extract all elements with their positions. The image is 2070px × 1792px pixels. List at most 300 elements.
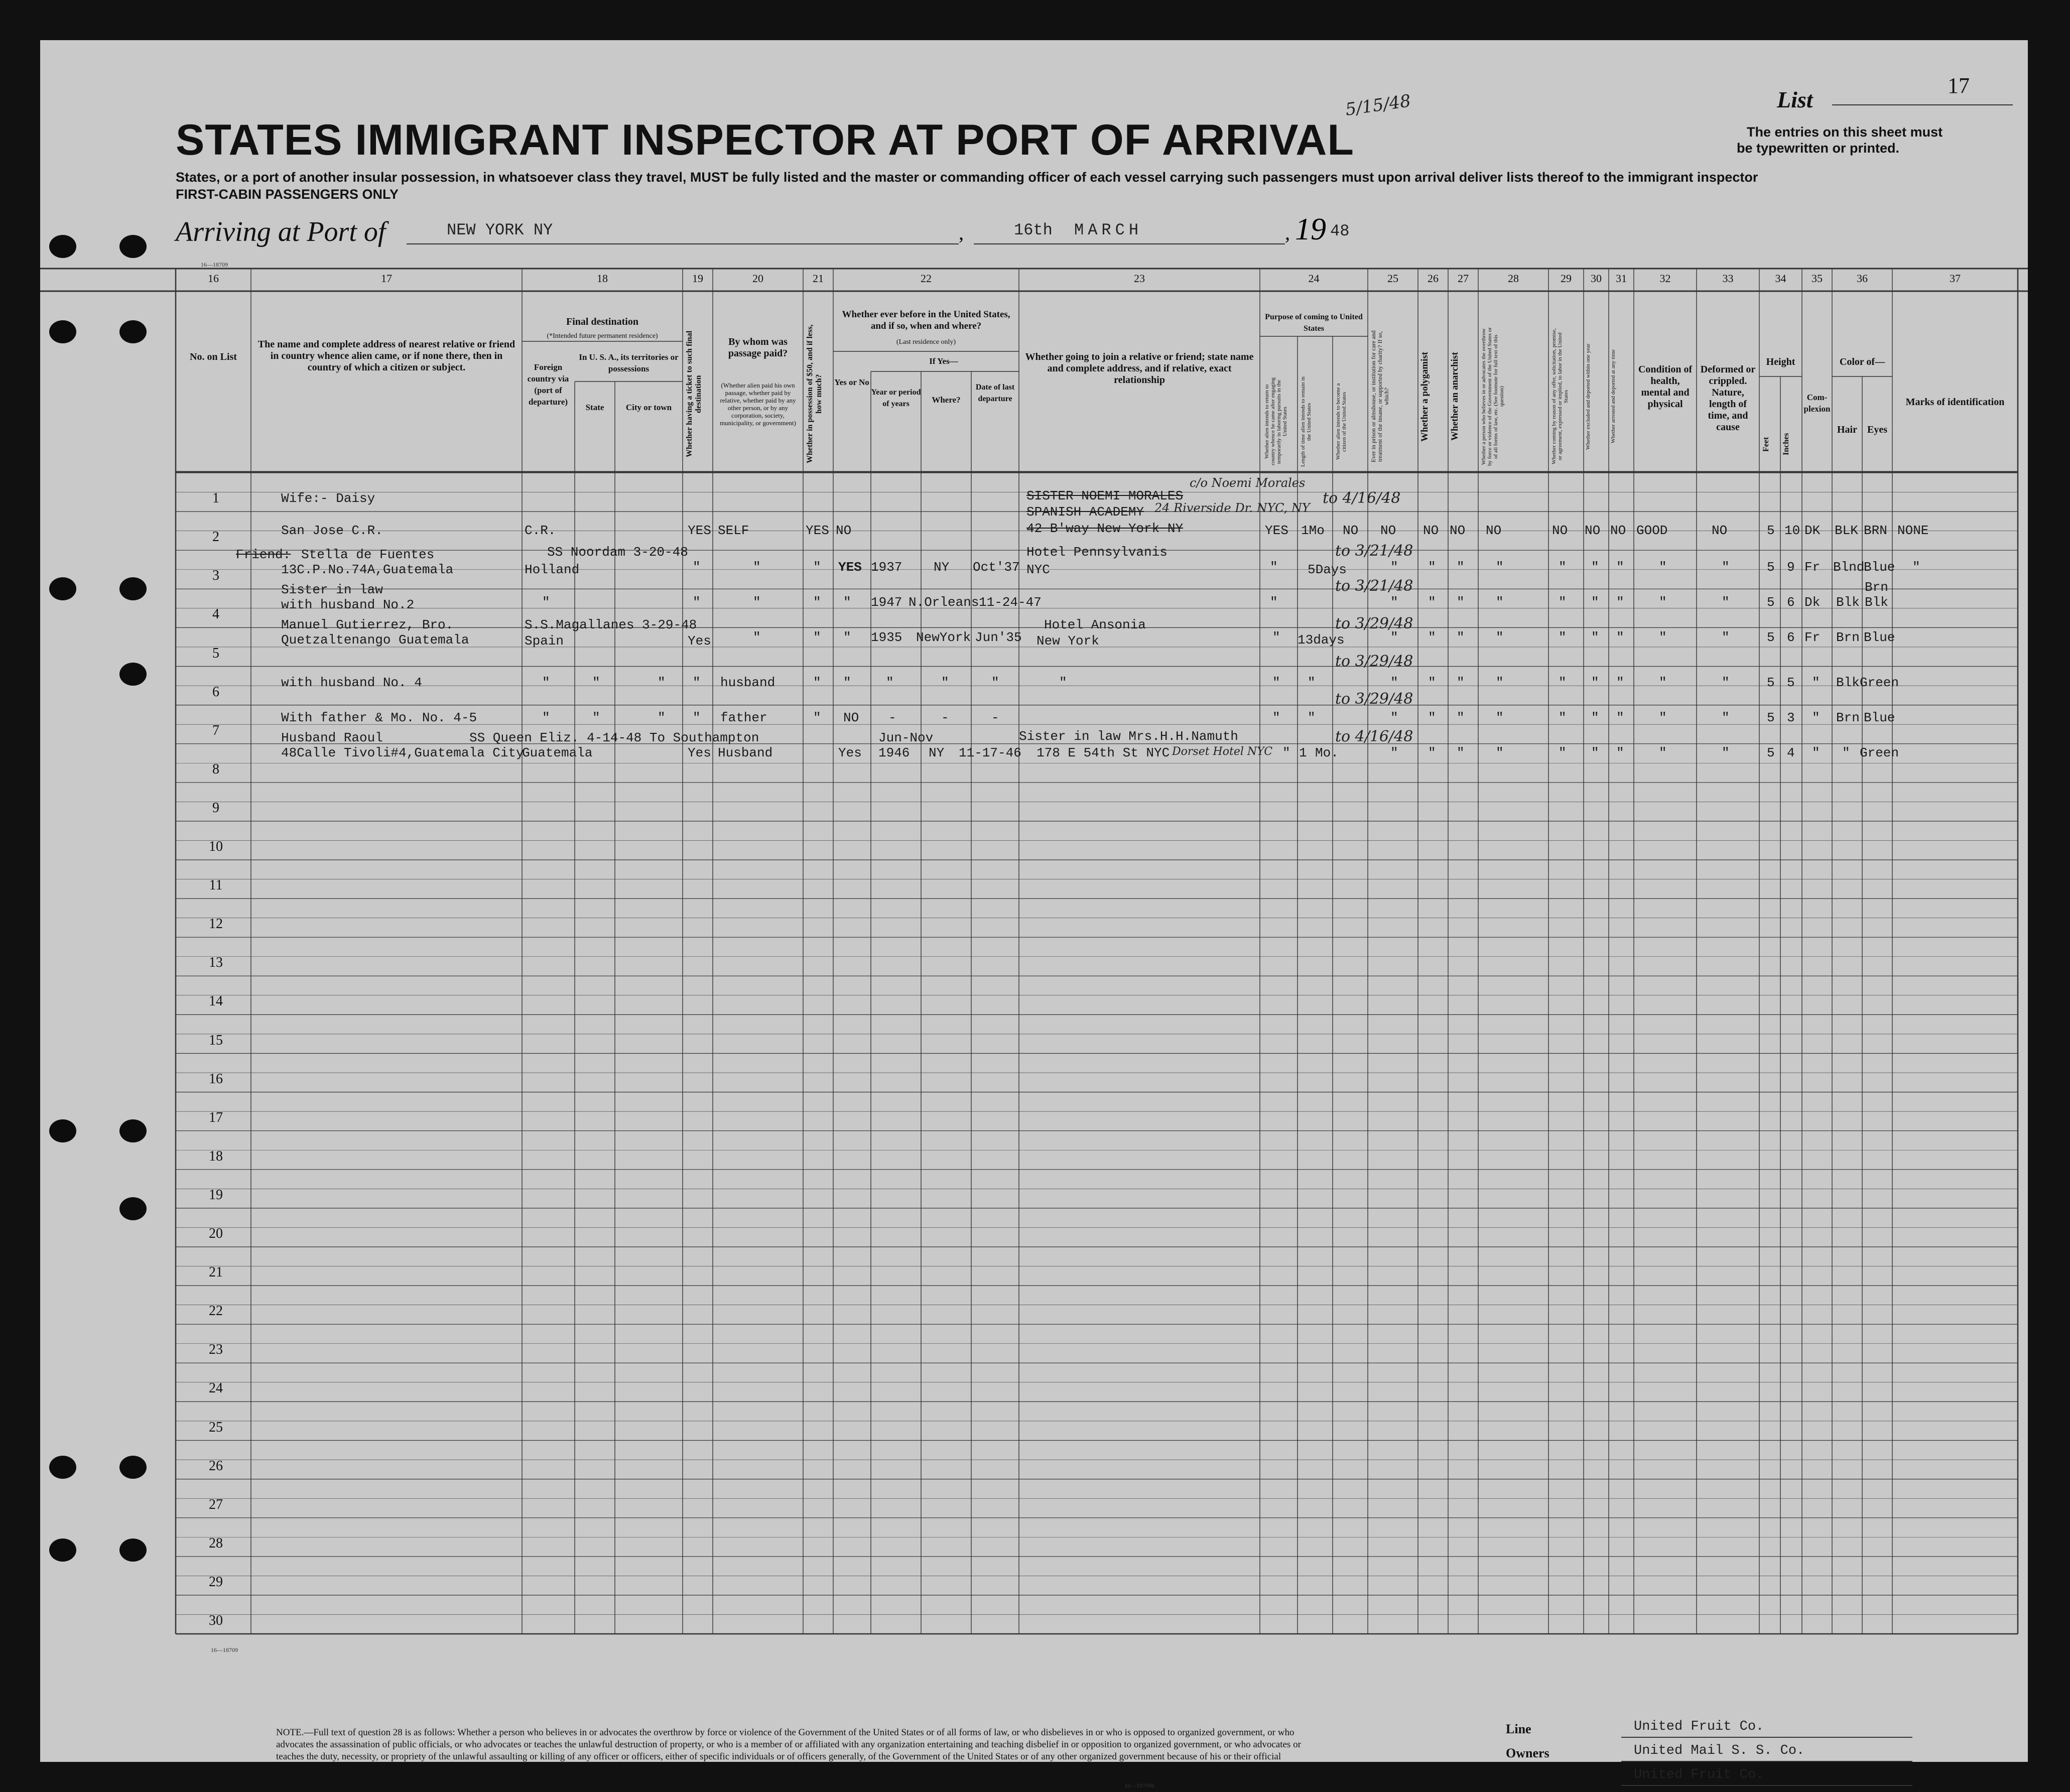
r7-length-num: 1 [1299, 745, 1307, 760]
r2-ditto-health: " [1659, 560, 1667, 575]
r4-join-line1: Hotel Ansonia [1044, 617, 1146, 632]
r6-ditto-excluded: " [1591, 710, 1599, 725]
hdr-where: Where? [932, 395, 961, 405]
col-num-27: 27 [1458, 272, 1469, 285]
hdr-purpose: Purpose of coming to United States [1265, 313, 1363, 333]
r2-feet: 5 [1767, 560, 1775, 575]
r7-ditto-prison: " [1390, 745, 1398, 760]
r7-ditto-offer: " [1559, 745, 1567, 760]
r5-ditto-length: " [1308, 675, 1316, 690]
r3-ditto-polygamist: " [1428, 595, 1436, 610]
r1-inches: 10 [1784, 523, 1800, 538]
r6-ditto-anarchist: " [1457, 710, 1465, 725]
r4-ditto-money: " [813, 630, 821, 645]
r4-feet: 5 [1767, 630, 1775, 645]
r2-inches: 9 [1787, 560, 1795, 575]
r7-foreign-line1: SS Queen Eliz. 4-14-48 To Southampton [469, 730, 759, 745]
r3-ditto-money: " [813, 595, 821, 610]
r7-line1: Husband Raoul [281, 730, 383, 745]
binder-hole [119, 320, 147, 343]
hdr-health: Condition of health, mental and physical [1638, 364, 1693, 410]
hdr-offer-labor: Whether coming by reason of any offer, solicitation, promise, or agreement, expressed or implied, to labor in the United States [1551, 328, 1569, 465]
r2-length: 5Days [1308, 562, 1347, 577]
r6-until: to 3/29/48 [1335, 690, 1413, 708]
r6-ditto-money: " [813, 710, 821, 725]
col-num-18: 18 [597, 272, 608, 285]
r3-feet: 5 [1767, 595, 1775, 610]
r1-join-hand1: c/o Noemi Morales [1190, 476, 1306, 490]
r3-ditto-foreign: " [542, 595, 550, 610]
hdr-in-usa: In U. S. A., its territories or possessions [579, 352, 679, 373]
binder-hole [49, 1456, 76, 1479]
r6-ditto-complexion: " [1812, 710, 1820, 725]
col-num-26: 26 [1428, 272, 1439, 285]
r1-anarchist: NO [1450, 523, 1466, 538]
row-number: 20 [209, 1226, 223, 1241]
col-num-23: 23 [1134, 272, 1145, 285]
hdr-last-departure: Date of last departure [975, 383, 1015, 403]
hdr-excluded: Whether excluded and deported within one year [1585, 343, 1591, 450]
hdr-city: City or town [625, 403, 672, 412]
r4-inches: 6 [1787, 630, 1795, 645]
r2-until: to 3/21/48 [1335, 542, 1413, 560]
r4-period: 1935 [871, 630, 902, 645]
binder-hole [49, 235, 76, 258]
r5-ditto-ticket: " [693, 675, 701, 690]
r4-until: to 3/29/48 [1335, 615, 1413, 632]
r2-where: NY [934, 560, 950, 575]
r5-line: with husband No. 4 [281, 675, 422, 690]
r6-dash-where: - [941, 710, 949, 725]
r2-ditto-money: " [813, 560, 821, 575]
r5-ditto-arrested: " [1616, 675, 1624, 690]
binder-hole [119, 663, 147, 686]
r4-ditto-ever: " [843, 630, 851, 645]
hdr-ever-before: Whether ever before in the United States, and if so, when and where? [842, 309, 1010, 331]
row-number: 24 [209, 1380, 223, 1396]
r6-ditto-offer: " [1559, 710, 1567, 725]
hdr-color-of: Color of— [1839, 356, 1885, 367]
hdr-last-residence: (Last residence only) [896, 338, 956, 346]
row-number: 4 [212, 606, 219, 622]
r7-ticket: Yes [688, 745, 711, 760]
r3-ditto-passage: " [753, 595, 761, 610]
hdr-overthrow: Whether a person who believes in or advocates the overthrow by force or violence of the Government of the United States or of all forms of law, etc. (See footnote for full text of this question) [1481, 327, 1505, 466]
ruled-grid [40, 40, 2028, 1762]
r5-ditto-prison: " [1390, 675, 1398, 690]
r7-eyes: Green [1860, 745, 1899, 760]
r2-foreign-line1: SS Noordam 3-20-48 [547, 545, 688, 560]
r6-line: With father & Mo. No. 4-5 [281, 710, 477, 725]
r1-ever-before: NO [836, 523, 852, 538]
row-number: 22 [209, 1303, 223, 1319]
r3-line2: with husband No.2 [281, 597, 415, 612]
r7-ditto-excluded: " [1591, 745, 1599, 760]
row-number: 13 [209, 955, 223, 971]
r2-eyes: Blue [1864, 560, 1895, 575]
row-number: 19 [209, 1187, 223, 1203]
r6-dash-period: - [888, 710, 896, 725]
row-number: 9 [212, 800, 219, 816]
r3-ditto-overthrow: " [1496, 595, 1504, 610]
r1-join-line3: 42 B'way New York NY [1026, 521, 1184, 536]
r2-ditto-deformed: " [1722, 560, 1730, 575]
manifest-sheet [40, 40, 2028, 1789]
row-number: 6 [212, 684, 219, 700]
r3-eyes: Blk [1865, 595, 1888, 610]
r6-ditto-length: " [1308, 710, 1316, 725]
agents-label: Local Agents [1506, 1770, 1578, 1784]
hdr-marks: Marks of identification [1905, 397, 2005, 408]
r7-join-line2: 178 E 54th St NYC [1037, 745, 1170, 760]
owners-underline [1621, 1761, 1912, 1762]
r4-ditto-deformed: " [1722, 630, 1730, 645]
hdr-feet: Feet [1762, 437, 1770, 452]
r1-feet: 5 [1767, 523, 1775, 538]
row-number: 7 [212, 722, 219, 738]
r5-ditto-departure: " [991, 675, 999, 690]
r1-wife: Wife:- Daisy [281, 491, 375, 506]
r4-ditto-passage: " [753, 630, 761, 645]
r3-line1: Sister in law [281, 582, 383, 597]
r5-ditto-anarchist: " [1457, 675, 1465, 690]
col-num-21: 21 [813, 272, 824, 285]
r5-ditto-state: " [592, 675, 600, 690]
row-number: 26 [209, 1458, 223, 1474]
r4-ditto-health: " [1659, 630, 1667, 645]
r7-ditto-anarchist: " [1457, 745, 1465, 760]
r1-excluded: NO [1585, 523, 1601, 538]
r7-where: NY [929, 745, 945, 760]
hdr-prison: Ever in prison or almshouse, or institution for care and treatment of the insane, or supported by charity? If so, which? [1370, 330, 1390, 463]
binder-hole [119, 1119, 147, 1142]
binder-hole [119, 1539, 147, 1562]
r1-passage: SELF [718, 523, 749, 538]
page-title: STATES IMMIGRANT INSPECTOR AT PORT OF ARRIVAL [176, 116, 1354, 164]
hdr-passage-paid-sub: (Whether alien paid his own passage, whether paid by relative, whether paid by any other person, or by any corporation, society, municipality, or government) [720, 381, 796, 427]
r3-ditto-anarchist: " [1457, 595, 1465, 610]
r7-ditto-return: " [1282, 745, 1290, 760]
r6-feet: 5 [1767, 710, 1775, 725]
hdr-purpose-c: Whether alien intends to become a citizen of the United States [1335, 383, 1347, 460]
r4-departure: Jun'35 [975, 630, 1022, 645]
row-number: 29 [209, 1574, 223, 1590]
hdr-fifty-dollars: Whether in possession of $50, and if less, how much? [806, 324, 823, 464]
col-num-36: 36 [1857, 272, 1868, 285]
r2-ditto-arrested: " [1616, 560, 1624, 575]
col-num-17: 17 [381, 272, 392, 285]
r5-ditto-where: " [941, 675, 949, 690]
hdr-deformed: Deformed or crippled. Nature, length of time, and cause [1700, 364, 1756, 433]
r6-inches: 3 [1787, 710, 1795, 725]
binder-hole [119, 235, 147, 258]
r6-ditto-state: " [592, 710, 600, 725]
r5-ditto-complexion: " [1812, 675, 1820, 690]
port-value: NEW YORK NY [447, 221, 553, 239]
r4-ditto-anarchist: " [1457, 630, 1465, 645]
form-code-top: 16—18709 [201, 261, 228, 268]
hdr-purpose-a: Whether alien intends to return to country whence he came after engaging temporarily in laboring pursuits in the United States [1264, 377, 1288, 466]
r6-ditto-arrested: " [1616, 710, 1624, 725]
r7-join-hand: Dorset Hotel NYC [1172, 745, 1273, 758]
form-code-bottom: 16—18709 [211, 1646, 238, 1653]
r4-foreign-line1: S.S.Magallanes 3-29-48 [525, 617, 697, 632]
list-number: 17 [1948, 73, 1970, 98]
hdr-inches: Inches [1782, 433, 1790, 456]
r4-ditto-arrested: " [1616, 630, 1624, 645]
r7-ditto-polygamist: " [1428, 745, 1436, 760]
r3-ditto-return: " [1270, 595, 1278, 610]
r1-ticket: YES [688, 523, 711, 538]
col-num-37: 37 [1950, 272, 1961, 285]
col-num-33: 33 [1722, 272, 1734, 285]
r7-inches: 4 [1787, 745, 1795, 760]
r2-prefix: Friend: [236, 547, 291, 562]
r3-ditto-ever: " [843, 595, 851, 610]
hdr-eyes: Eyes [1867, 424, 1887, 435]
r7-line2: 48Calle Tivoli#4,Guatemala City [281, 745, 524, 760]
row-number: 30 [209, 1613, 223, 1628]
r1-length: 1Mo [1301, 523, 1325, 538]
hdr-height: Height [1766, 356, 1795, 367]
r3-period: 1947 [871, 595, 902, 610]
r1-join-line1: SISTER NOEMI MORALES [1026, 488, 1184, 503]
handwritten-date: 5/15/48 [1344, 91, 1412, 120]
r1-offer: NO [1552, 523, 1568, 538]
r3-ditto-excluded: " [1591, 595, 1599, 610]
list-label: List [1777, 87, 1813, 112]
r7-period: 1946 [878, 745, 910, 760]
col-num-35: 35 [1812, 272, 1823, 285]
line-underline [1621, 1737, 1912, 1738]
r4-complexion: Fr [1804, 630, 1821, 645]
r6-ditto-health: " [1659, 710, 1667, 725]
col-num-19: 19 [692, 272, 703, 285]
r5-passage: husband [720, 675, 775, 690]
hdr-foreign-country: Foreign country via (port of departure) [527, 362, 569, 407]
r1-complexion: DK [1804, 523, 1821, 538]
binder-hole [119, 577, 147, 600]
r1-arrested: NO [1610, 523, 1626, 538]
row-number: 17 [209, 1109, 223, 1125]
r3-ditto-offer: " [1559, 595, 1567, 610]
hdr-polygamist: Whether a polygamist [1419, 351, 1430, 442]
r7-feet: 5 [1767, 745, 1775, 760]
row-number: 16 [209, 1071, 223, 1087]
r7-ditto-deformed: " [1722, 745, 1730, 760]
row-number: 10 [209, 839, 223, 854]
r5-ditto-city: " [658, 675, 666, 690]
r4-ditto-polygamist: " [1428, 630, 1436, 645]
r7-length-unit: Mo. [1315, 745, 1339, 760]
form-code-foot: 16—18709b [1124, 1782, 1154, 1789]
r4-line2: Quetzaltenango Guatemala [281, 632, 469, 648]
r1-hair: BLK [1835, 523, 1858, 538]
r5-inches: 5 [1787, 675, 1795, 690]
r2-complexion: Fr [1804, 560, 1821, 575]
r1-deformed: NO [1712, 523, 1728, 538]
col-num-31: 31 [1616, 272, 1627, 285]
r7-foreign-line2: Guatemala [522, 745, 593, 760]
hdr-purpose-b: Length of time alien intends to remain in the United States [1300, 376, 1312, 467]
line-label: Line [1506, 1722, 1531, 1736]
r4-ditto-return: " [1272, 630, 1280, 645]
row-number: 15 [209, 1032, 223, 1048]
binder-hole [119, 1197, 147, 1220]
r1-return: YES [1265, 523, 1288, 538]
typewritten-note-1: The entries on this sheet must [1747, 124, 1943, 140]
row-number: 3 [212, 568, 219, 584]
r1-overthrow: NO [1486, 523, 1502, 538]
row-rules [40, 269, 2028, 1634]
r7-ditto-arrested: " [1616, 745, 1624, 760]
hdr-yes-no: Yes or No [834, 377, 869, 387]
month-value: MARCH [1074, 221, 1143, 239]
hdr-anarchist: Whether an anarchist [1450, 352, 1460, 441]
owners-label: Owners [1506, 1746, 1549, 1760]
row-number: 5 [212, 645, 219, 661]
row-number: 1 [212, 490, 219, 506]
instruction-line-1: States, or a port of another insular possession, in whatsoever class they travel, MUST be fully listed and the master or commanding officer of each vessel carrying such passengers must upon arrival deliver lists thereof to the immigrant inspector [176, 170, 1758, 185]
col-num-30: 30 [1591, 272, 1602, 285]
binder-hole [49, 1119, 76, 1142]
agents-underline [1621, 1785, 1912, 1786]
agents-value: United Fruit Co. [1634, 1767, 1764, 1782]
comma-1: , [959, 221, 964, 244]
r5-ditto-foreign: " [542, 675, 550, 690]
r6-eyes: Blue [1864, 710, 1895, 725]
r3-complexion: Dk [1804, 595, 1821, 610]
comma-2: , [1285, 221, 1290, 244]
r1-polygamist: NO [1423, 523, 1439, 538]
col-num-22: 22 [921, 272, 932, 285]
r7-departure: 11-17-46 [959, 745, 1021, 760]
hdr-state: State [585, 403, 604, 412]
r2-ditto-prison: " [1390, 560, 1398, 575]
binder-hole [49, 577, 76, 600]
r5-ditto-offer: " [1559, 675, 1567, 690]
r6-ever-before: NO [843, 710, 859, 725]
r4-where: NewYork [916, 630, 971, 645]
r3-inches: 6 [1787, 595, 1795, 610]
r6-ditto-ticket: " [693, 710, 701, 725]
r4-ditto-excluded: " [1591, 630, 1599, 645]
hdr-nearest-relative: The name and complete address of nearest relative or friend in country whence alien came, or if none there, then in country of which a citizen or subject. [257, 339, 515, 373]
r3-where: N.Orleans [909, 595, 979, 610]
r4-line1: Manuel Gutierrez, Bro. [281, 617, 454, 632]
r2-join-line2: NYC [1026, 562, 1050, 577]
hdr-ticket: Whether having a ticket to such final destination [685, 330, 703, 458]
r7-ditto-health: " [1659, 745, 1667, 760]
r1-join-line2: SPANISH ACADEMY [1026, 504, 1144, 520]
binder-hole [119, 1456, 147, 1479]
r7-ditto-hair: " [1842, 745, 1850, 760]
hdr-going-to-join: Whether going to join a relative or friend; state name and complete address, and if relative, exact relationship [1025, 351, 1254, 386]
day-value: 16th [1014, 221, 1053, 239]
r3-ditto-deformed: " [1722, 595, 1730, 610]
r2-ditto-marks: " [1912, 560, 1920, 575]
r5-ditto-return: " [1272, 675, 1280, 690]
owners-value: United Mail S. S. Co. [1634, 1743, 1805, 1758]
line-value: United Fruit Co. [1634, 1719, 1764, 1734]
r5-ditto-period: " [886, 675, 894, 690]
r4-ditto-overthrow: " [1496, 630, 1504, 645]
r5-until: to 3/29/48 [1335, 653, 1413, 670]
year-prefix: 19 [1295, 212, 1326, 246]
row-number: 21 [209, 1264, 223, 1281]
row-number: 8 [212, 761, 219, 777]
col-num-25: 25 [1387, 272, 1398, 285]
year-suffix: 48 [1330, 222, 1350, 240]
r2-departure: Oct'37 [973, 560, 1020, 575]
hdr-passage-paid: By whom was passage paid? [728, 336, 788, 359]
hdr-no-on-list: No. on List [190, 351, 237, 362]
r7-ditto-overthrow: " [1496, 745, 1504, 760]
r5-eyes: Green [1860, 675, 1899, 690]
r4-ticket: Yes [688, 633, 711, 649]
row-number: 2 [212, 529, 219, 545]
r3-ditto-ticket: " [693, 595, 701, 610]
r2-ditto-ticket: " [693, 560, 701, 575]
binder-hole [49, 1539, 76, 1562]
column-rules [176, 269, 2018, 1634]
r6-ditto-polygamist: " [1428, 710, 1436, 725]
r6-ditto-deformed: " [1722, 710, 1730, 725]
r3-ditto-prison: " [1390, 595, 1398, 610]
r2-ditto-return: " [1270, 560, 1278, 575]
r2-ditto-overthrow: " [1496, 560, 1504, 575]
r2-address: 13C.P.No.74A,Guatemala [281, 562, 454, 577]
hdr-period: Year or period of years [871, 388, 921, 408]
r6-ditto-foreign: " [542, 710, 550, 725]
r2-ever-before: YES [838, 560, 862, 575]
row-number: 27 [209, 1496, 223, 1512]
r3-ditto-arrested: " [1616, 595, 1624, 610]
r4-ditto-prison: " [1390, 630, 1398, 645]
r6-dash-departure: - [991, 710, 999, 725]
r5-ditto-polygamist: " [1428, 675, 1436, 690]
hdr-final-destination: Final destination [566, 316, 638, 327]
r6-passage: father [720, 710, 767, 725]
r3-hair: Blk [1836, 595, 1860, 610]
r4-eyes: Blue [1864, 630, 1895, 645]
r5-hair: Blk [1836, 675, 1860, 690]
r4-length: 13days [1298, 632, 1345, 648]
hdr-final-destination-sub: (*Intended future permanent residence) [547, 332, 658, 340]
r3-ditto-health: " [1659, 595, 1667, 610]
row-number: 11 [209, 877, 223, 893]
col-num-32: 32 [1659, 272, 1671, 285]
footnote-question-28: NOTE.—Full text of question 28 is as follows: Whether a person who believes in or advocates the overthrow by force or violence of the Government of the United States or of all forms of law, or who disbelieves in or who is opposed to organized government, or who advocates the assassination of public officials, or who advocates or teaches the unlawful destruction of property, or who is a member of or affiliated with any organization entertaining and teaching disbelief in or opposition to organized government, or who advocates or teaches the duty, necessity, or propriety of the unlawful assaulting or killing of any officer or officers, either of specific individuals or of officers generally, of the Government of the United States or of any other organized government because of his or their official character. [276, 1727, 1301, 1774]
r1-citizen: NO [1343, 523, 1359, 538]
r4-ditto-offer: " [1559, 630, 1567, 645]
r7-period-top: Jun-Nov [878, 730, 934, 745]
r7-ever-before: Yes [838, 745, 862, 760]
hdr-hair: Hair [1837, 424, 1857, 435]
r5-feet: 5 [1767, 675, 1775, 690]
r4-join-line2: New York [1037, 633, 1099, 649]
hdr-complexion: Com- plexion [1803, 393, 1831, 414]
r2-ditto-offer: " [1559, 560, 1567, 575]
instruction-line-2: FIRST-CABIN PASSENGERS ONLY [176, 187, 399, 202]
r2-foreign-line2: Holland [525, 562, 580, 577]
r2-period: 1937 [871, 560, 902, 575]
r1-join-hand2: 24 Riverside Dr. NYC, NY [1154, 501, 1310, 515]
typewritten-note-2: be typewritten or printed. [1737, 141, 1900, 156]
r5-ditto-join: " [1059, 675, 1067, 690]
r7-join-line1: Sister in law Mrs.H.H.Namuth [1019, 729, 1238, 744]
r1-eyes: BRN [1864, 523, 1887, 538]
